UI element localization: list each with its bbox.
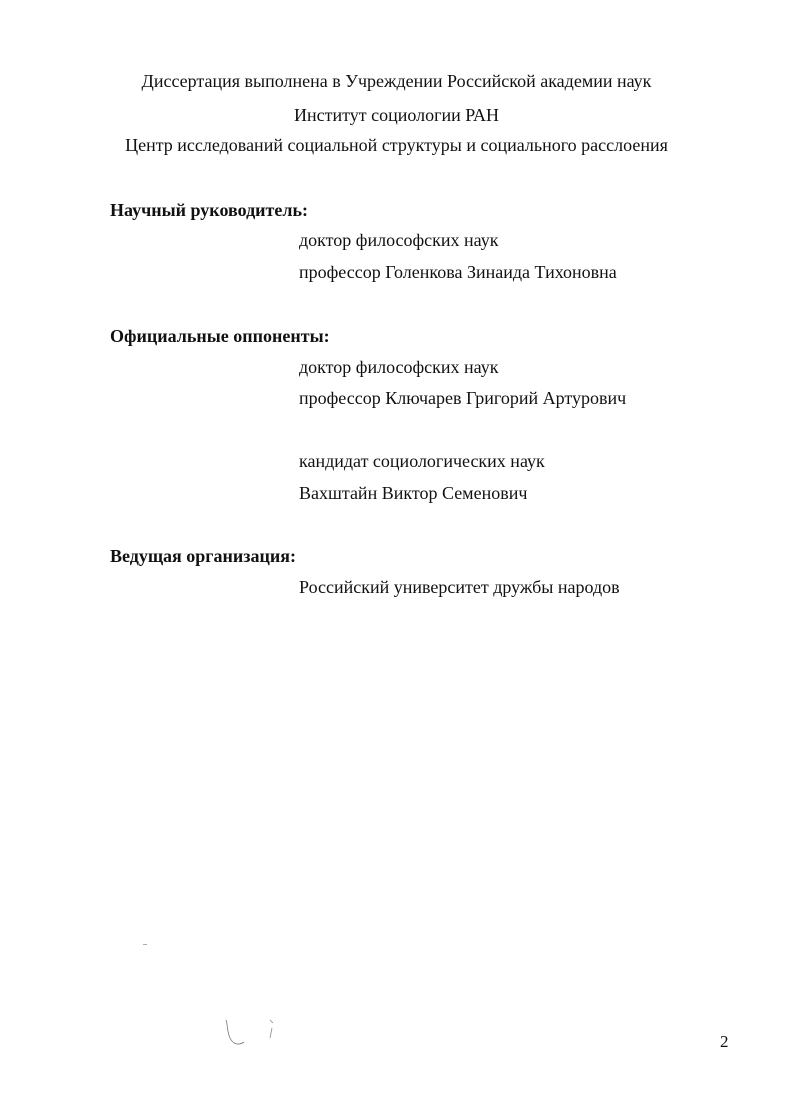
opponent-2-name: Вахштайн Виктор Семенович bbox=[299, 483, 528, 503]
institution-line-2: Институт социологии РАН bbox=[294, 105, 499, 125]
institution-line-1: Диссертация выполнена в Учреждении Российской академии наук bbox=[141, 71, 652, 91]
lead-organization-heading: Ведущая организация: bbox=[110, 546, 296, 566]
opponent-1-degree: доктор философских наук bbox=[299, 357, 499, 377]
supervisor-heading: Научный руководитель: bbox=[110, 200, 308, 220]
opponents-heading: Официальные оппоненты: bbox=[110, 326, 330, 346]
scan-marks bbox=[218, 1014, 288, 1054]
supervisor-name: профессор Голенкова Зинаида Тихоновна bbox=[299, 262, 617, 282]
opponent-2-degree: кандидат социологических наук bbox=[299, 451, 545, 471]
supervisor-degree: доктор философских наук bbox=[299, 230, 499, 250]
institution-line-3: Центр исследований социальной структуры и социального расслоения bbox=[125, 135, 668, 155]
opponent-1-name: профессор Ключарев Григорий Артурович bbox=[299, 388, 627, 408]
scan-speck bbox=[143, 944, 147, 945]
lead-organization-name: Российский университет дружбы народов bbox=[299, 577, 620, 597]
page-number: 2 bbox=[720, 1032, 729, 1051]
